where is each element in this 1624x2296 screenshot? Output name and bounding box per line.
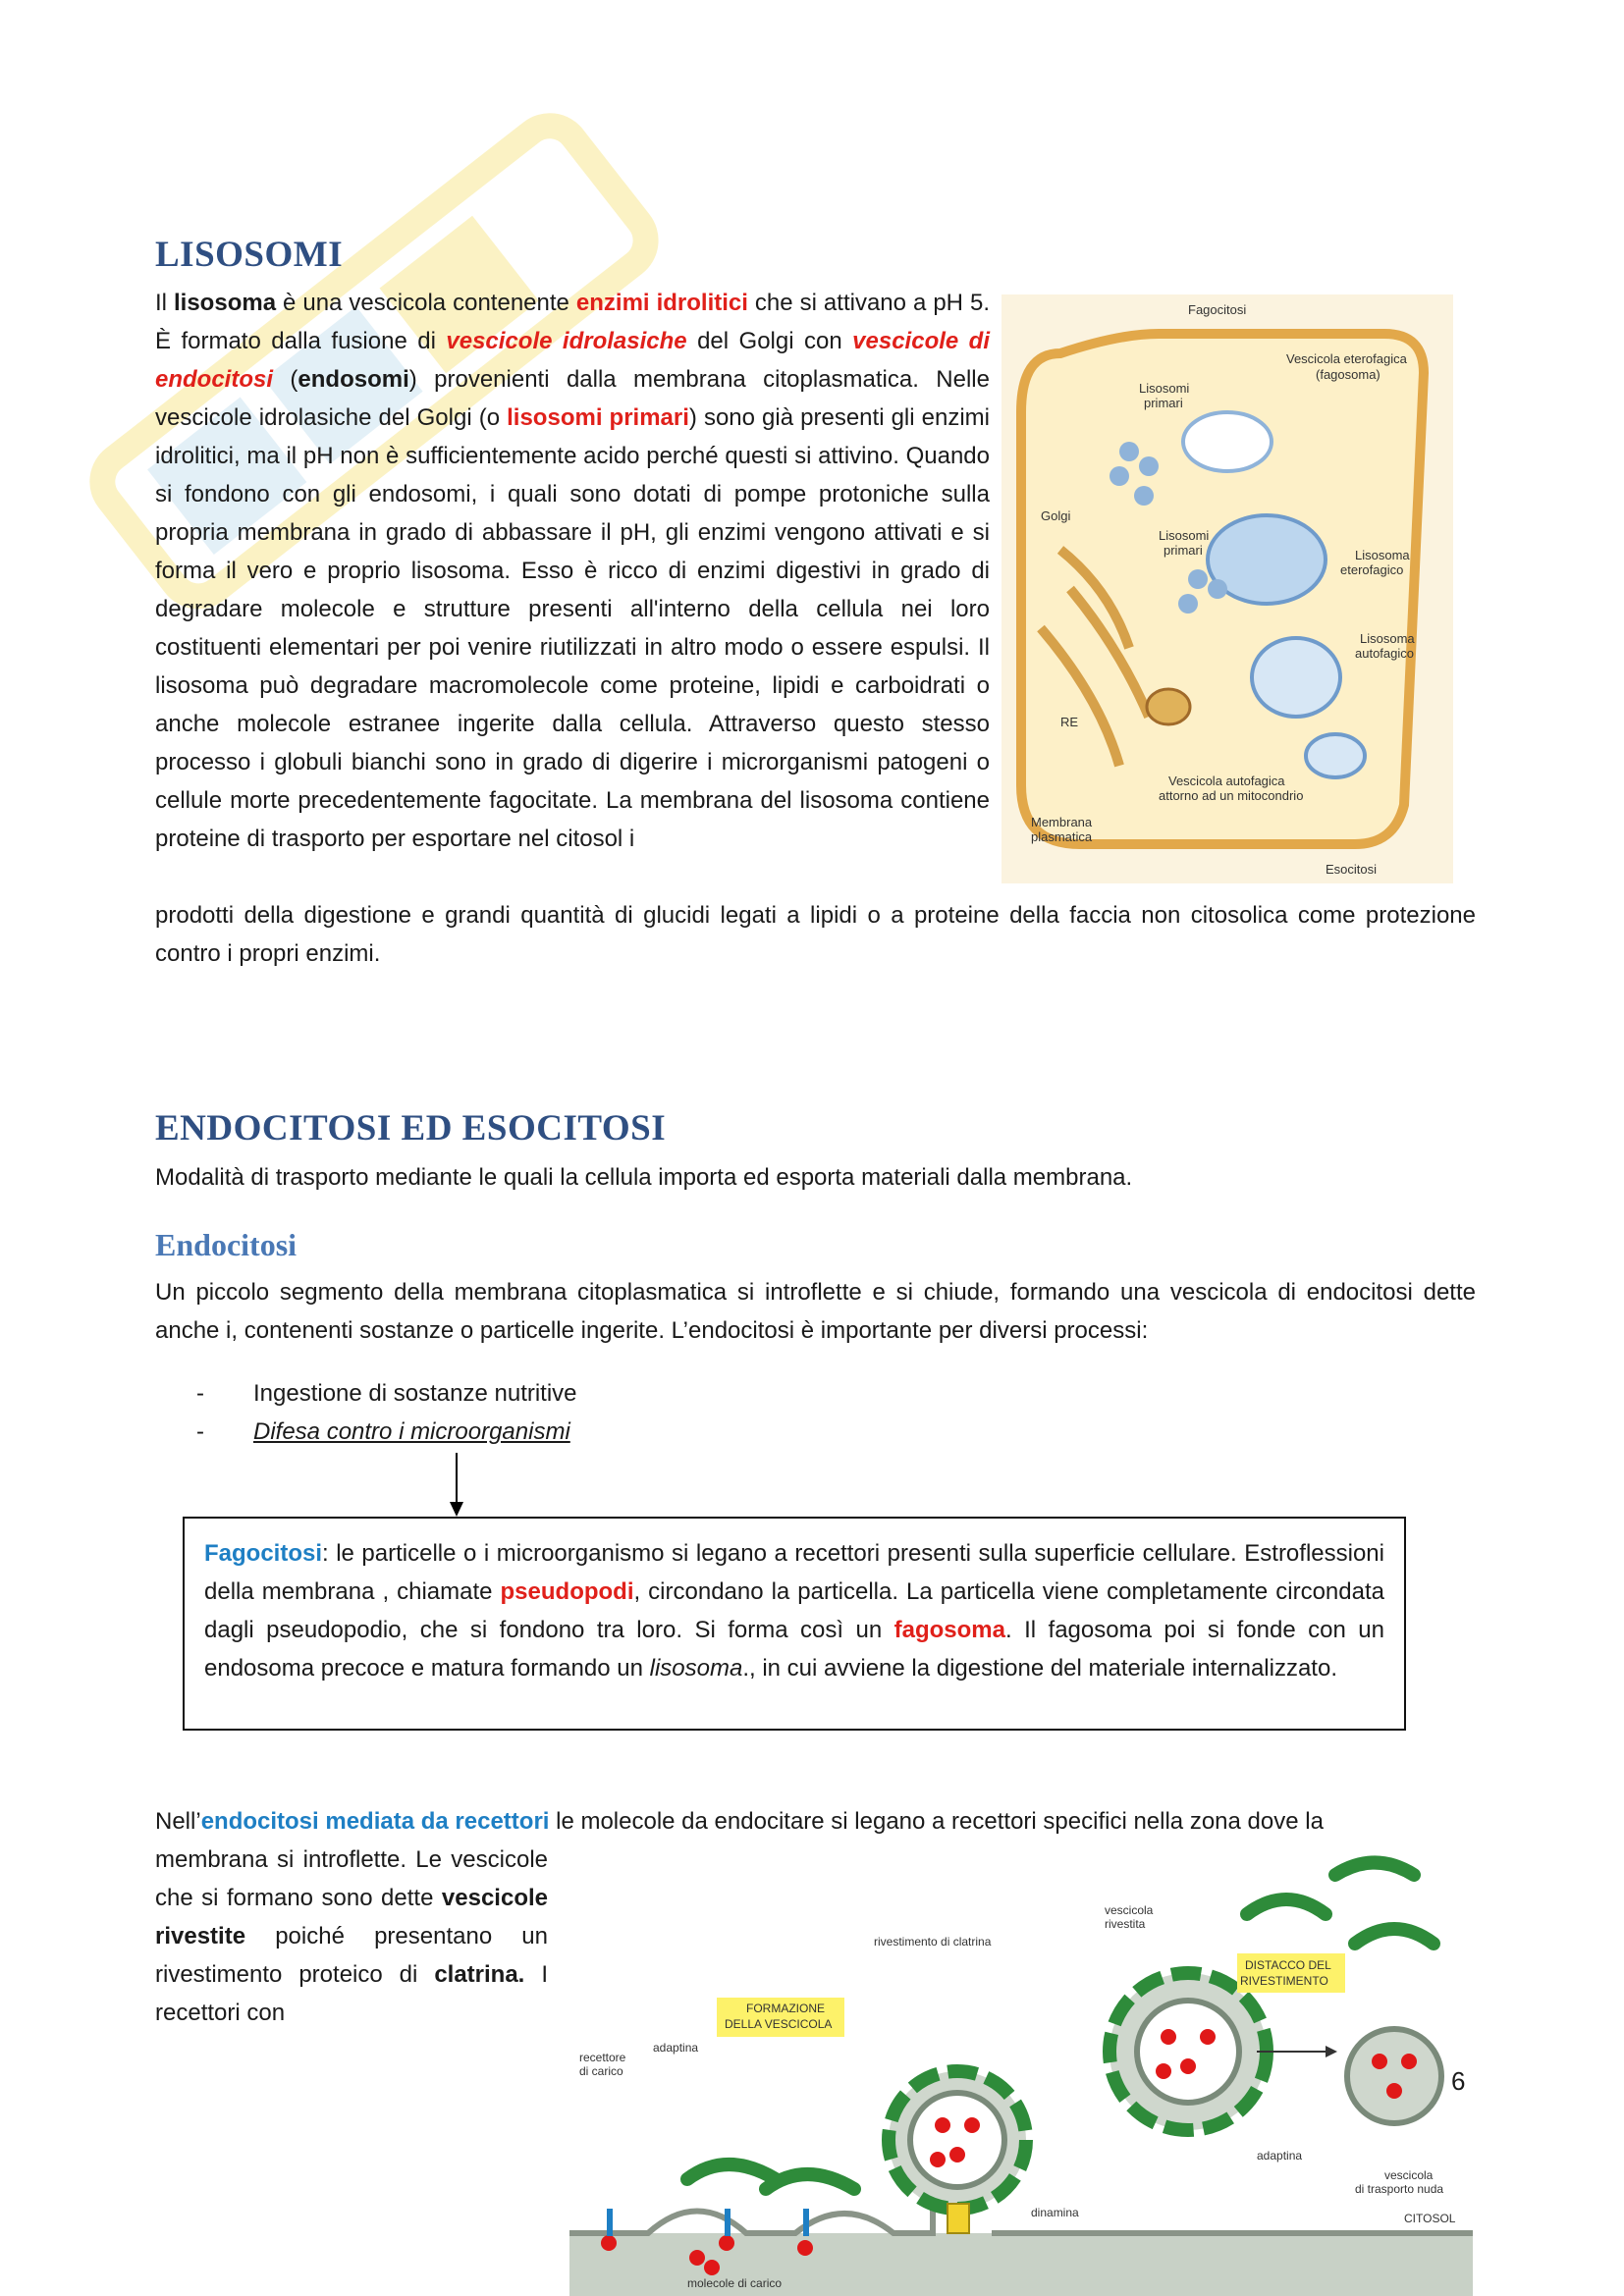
label-adaptina-1: adaptina bbox=[653, 2041, 699, 2055]
label-attorno-mitocondrio: attorno ad un mitocondrio bbox=[1159, 788, 1304, 803]
label-lisosoma-auto: Lisosoma bbox=[1360, 631, 1415, 646]
endocitosi-paragraph: Un piccolo segmento della membrana citoplasmatica si introflette e si chiude, formando una vescicola di endocitosi dette anche i, contenenti sostanze o particelle ingerite. L’endocitosi è importante per diversi processi: bbox=[155, 1279, 1476, 1344]
label-rivestimento: RIVESTIMENTO bbox=[1240, 1974, 1328, 1988]
label-vescicola-eterofagica: Vescicola eterofagica bbox=[1286, 351, 1407, 366]
label-primari-mid: primari bbox=[1164, 543, 1203, 558]
label-plasmatica: plasmatica bbox=[1031, 829, 1093, 844]
label-della-vescicola: DELLA VESCICOLA bbox=[725, 2017, 833, 2031]
label-trasporto-nuda: di trasporto nuda bbox=[1355, 2182, 1444, 2196]
lisosomi-paragraph: Il lisosoma è una vescicola contenente enzimi idrolitici che si attivano a pH 5. È formato dalla fusione di vescicole idrolasiche del Golgi con vescicole di endocitosi (endosomi) provenienti dalla membrana citoplasmatica. Nelle vescicole idrolasiche del Golgi (o lisosomi primari) sono già presenti gli enzimi idrolitici, ma il pH non è sufficientemente acido perché questi si attivino. Quando si fondono con gli endosomi, i quali sono dotati di pompe protoniche sulla propria membrana in grado di abbassare il pH, gli enzimi vengono attivati e si forma il vero e proprio lisosoma. Esso è ricco di enzimi digestivi in grado di degradare molecole e strutture presenti all'interno della cellula nei loro costituenti elementari per poi venire riutilizzati in altro modo o essere espulsi. Il lisosoma può degradare macromolecole come proteine, lipidi e carboidrati o anche molecole estranee ingerite dalla cellula. Attraverso questo stesso processo i globuli bianchi sono in grado di digerire i microrganismi patogeni o cellule morte precedentemente fagocitate. La membrana del lisosoma contiene proteine di trasporto per esportare nel citosol i bbox=[155, 290, 991, 852]
label-vescicola-nuda: vescicola bbox=[1384, 2168, 1434, 2182]
subsection-title-endocitosi: Endocitosi bbox=[155, 1227, 298, 1262]
recettori-paragraph-line1: Nell’endocitosi mediata da recettori le molecole da endocitare si legano a recettori specifici nella zona dove la bbox=[155, 1808, 1324, 1835]
label-eterofagico: eterofagico bbox=[1340, 562, 1404, 577]
label-dinamina: dinamina bbox=[1031, 2206, 1079, 2219]
clathrin-endocytosis-diagram bbox=[569, 1855, 1473, 2296]
label-fagosoma: (fagosoma) bbox=[1316, 367, 1380, 382]
label-esocitosi: Esocitosi bbox=[1326, 862, 1378, 877]
section-title-endo-eso: ENDOCITOSI ED ESOCITOSI bbox=[155, 1108, 667, 1148]
recettori-paragraph: membrana si introflette. Le vescicole che si formano sono dette vescicole rivestite poiché presentano un rivestimento proteico di clatrina. I recettori con bbox=[155, 1846, 548, 2026]
label-vescicola-rivestita: vescicola bbox=[1105, 1903, 1154, 1917]
label-rivestimento-clatrina: rivestimento di clatrina bbox=[874, 1935, 992, 1949]
list-item: - Difesa contro i microorganismi bbox=[196, 1418, 570, 1445]
label-formazione: FORMAZIONE bbox=[746, 2002, 825, 2015]
endocitosi-list bbox=[196, 1374, 577, 1451]
label-autofagico: autofagico bbox=[1355, 646, 1414, 661]
label-primari-top: primari bbox=[1144, 396, 1183, 410]
down-arrow-icon bbox=[447, 1453, 466, 1518]
endo-eso-intro: Modalità di trasporto mediante le quali la cellula importa ed esporta materiali dalla membrana. bbox=[155, 1164, 1133, 1191]
label-citosol: CITOSOL bbox=[1404, 2212, 1456, 2225]
label-molecole-carico: molecole di carico bbox=[687, 2276, 783, 2290]
label-distacco: DISTACCO DEL bbox=[1245, 1958, 1331, 1972]
label-lisosomi-top: Lisosomi bbox=[1139, 381, 1190, 396]
label-re: RE bbox=[1060, 715, 1079, 729]
label-lisosoma-etero: Lisosoma bbox=[1355, 548, 1410, 562]
list-item: - Ingestione di sostanze nutritive bbox=[196, 1380, 577, 1407]
lysosome-diagram bbox=[1001, 294, 1453, 883]
section-title-lisosomi: LISOSOMI bbox=[155, 235, 344, 275]
label-rivestita: rivestita bbox=[1105, 1917, 1146, 1931]
page-number: 6 bbox=[1451, 2066, 1466, 2096]
fagocitosi-box: Fagocitosi: le particelle o i microorganismo si legano a recettori presenti sulla superficie cellulare. Estroflessioni della membrana , chiamate pseudopodi, circondano la particella. La particella viene completamente circondata dagli pseudopodio, che si fondono tra loro. Si forma così un fagosoma. Il fagosoma poi si fonde con un endosoma precoce e matura formando un lisosoma., in cui avviene la digestione del materiale internalizzato. bbox=[183, 1517, 1406, 1731]
label-recettore: recettore bbox=[579, 2051, 626, 2064]
lisosomi-paragraph-continued: prodotti della digestione e grandi quantità di glucidi legati a lipidi o a proteine della faccia non citosolica come protezione contro i propri enzimi. bbox=[155, 902, 1476, 967]
label-vescicola-autofagica: Vescicola autofagica bbox=[1168, 774, 1285, 788]
label-golgi: Golgi bbox=[1041, 508, 1071, 523]
label-membrana: Membrana bbox=[1031, 815, 1093, 829]
label-di-carico: di carico bbox=[579, 2064, 623, 2078]
label-adaptina-2: adaptina bbox=[1257, 2149, 1303, 2163]
label-fagocitosi: Fagocitosi bbox=[1188, 302, 1247, 317]
label-lisosomi-mid: Lisosomi bbox=[1159, 528, 1210, 543]
